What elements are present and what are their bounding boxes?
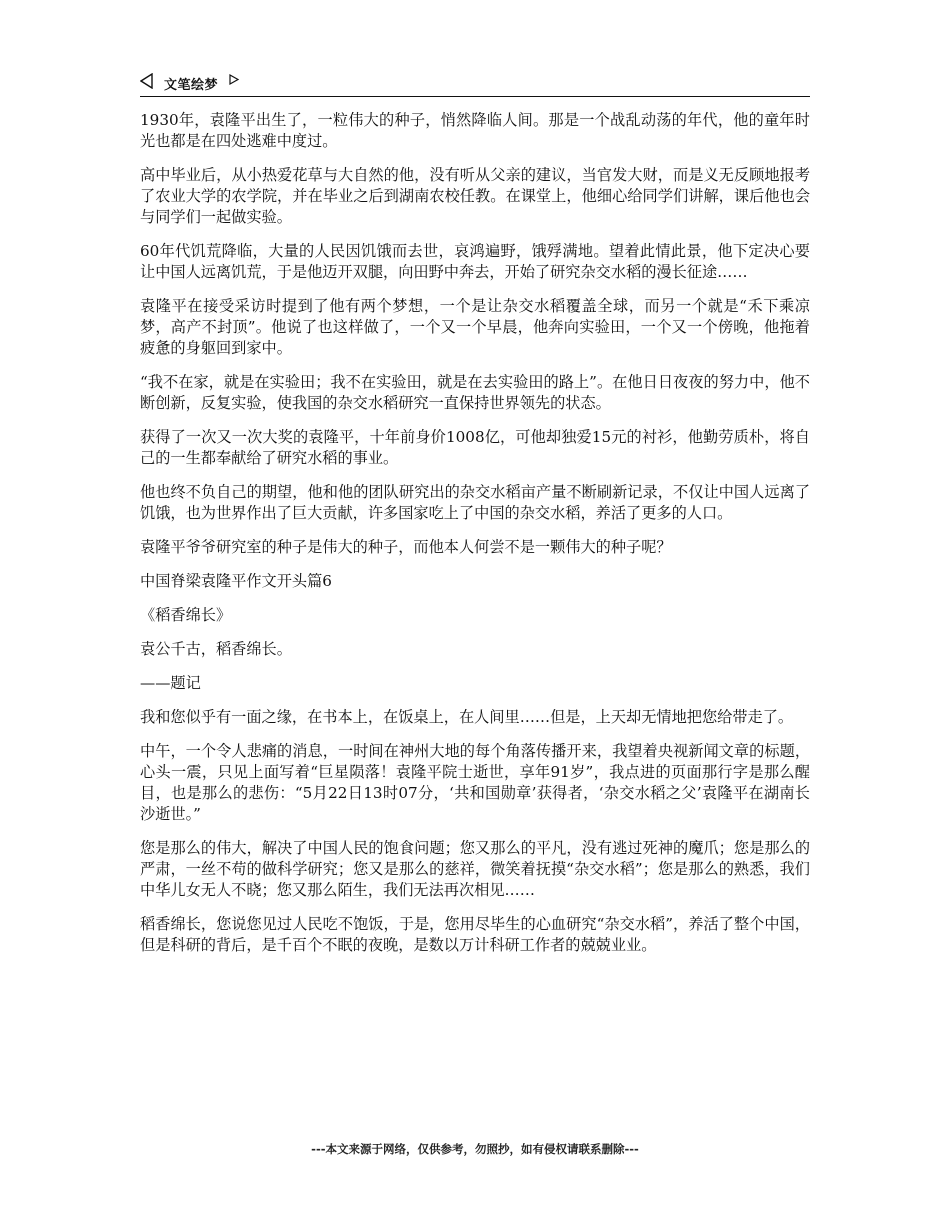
paragraph: “我不在家，就是在实验田；我不在实验田，就是在去实验田的路上”。在他日日夜夜的努力中，他不断创新，反复实验，使我国的杂交水稻研究一直保持世界领先的状态。 — [140, 373, 810, 412]
paragraph: 袁隆平爷爷研究室的种子是伟大的种子，而他本人何尝不是一颗伟大的种子呢？ — [140, 538, 672, 556]
paragraph: 我和您似乎有一面之缘，在书本上，在饭桌上，在人间里……但是，上天却无情地把您给带走了。 — [140, 708, 794, 726]
header-brand: 文笔绘梦 — [164, 78, 219, 93]
paragraph: 获得了一次又一次大奖的袁隆平，十年前身价1008亿，可他却独爱15元的衬衫，他勤劳质朴，将自己的一生都奉献给了研究水稻的事业。 — [140, 428, 810, 467]
paragraph: 中午，一个令人悲痛的消息，一时间在神州大地的每个角落传播开来，我望着央视新闻文章的标题，心头一震，只见上面写着“巨星陨落！袁隆平院士逝世，享年91岁”，我点进的页面那行字是那么醒目，也是那么的悲伤：“5月22日13时07分，‘共和国勋章’获得者，‘杂交水稻之父’袁隆平在湖南长沙逝世。” — [140, 742, 810, 823]
epigraph-label: ——题记 — [140, 674, 201, 692]
article-body — [140, 110, 810, 969]
epigraph: 袁公千古，稻香绵长。 — [140, 640, 292, 658]
paragraph: 您是那么的伟大，解决了中国人民的饱食问题；您又那么的平凡，没有逃过死神的魔爪；您是那么的严肃，一丝不苟的做科学研究；您又是那么的慈祥，微笑着抚摸“杂交水稻”；您是那么的熟悉，我们中华儿女无人不晓；您又那么陌生，我们无法再次相见…… — [140, 839, 810, 899]
section-heading: 中国脊梁袁隆平作文开头篇6 — [140, 572, 332, 590]
paragraph: 高中毕业后，从小热爱花草与大自然的他，没有听从父亲的建议，当官发大财，而是义无反顾地报考了农业大学的农学院，并在毕业之后到湖南农校任教。在课堂上，他细心给同学们讲解，课后他也会与同学们一起做实验。 — [140, 166, 810, 226]
footer-disclaimer: ---本文来源于网络，仅供参考，勿照抄，如有侵权请联系删除--- — [311, 1142, 639, 1156]
paragraph: 袁隆平在接受采访时提到了他有两个梦想，一个是让杂交水稻覆盖全球，而另一个就是“禾下乘凉梦，高产不封顶”。他说了也这样做了，一个又一个早晨，他奔向实验田，一个又一个傍晚，他拖着疲惫的身躯回到家中。 — [140, 297, 810, 357]
paragraph: 60年代饥荒降临，大量的人民因饥饿而去世，哀鸿遍野，饿殍满地。望着此情此景，他下定决心要让中国人远离饥荒，于是他迈开双腿，向田野中奔去，开始了研究杂交水稻的漫长征途…… — [140, 242, 810, 281]
triangle-left-icon — [140, 73, 154, 89]
paragraph: 1930年，袁隆平出生了，一粒伟大的种子，悄然降临人间。那是一个战乱动荡的年代，他的童年时光也都是在四处逃难中度过。 — [140, 111, 810, 150]
triangle-right-icon — [228, 73, 240, 87]
page-header — [140, 70, 810, 97]
paragraph: 稻香绵长，您说您见过人民吃不饱饭，于是，您用尽毕生的心血研究“杂交水稻”，养活了整个中国，但是科研的背后，是千百个不眠的夜晚，是数以万计科研工作者的兢兢业业。 — [140, 915, 810, 954]
paragraph: 他也终不负自己的期望，他和他的团队研究出的杂交水稻亩产量不断刷新记录，不仅让中国人远离了饥饿，也为世界作出了巨大贡献，许多国家吃上了中国的杂交水稻，养活了更多的人口。 — [140, 483, 810, 522]
article-title: 《稻香绵长》 — [140, 606, 232, 624]
